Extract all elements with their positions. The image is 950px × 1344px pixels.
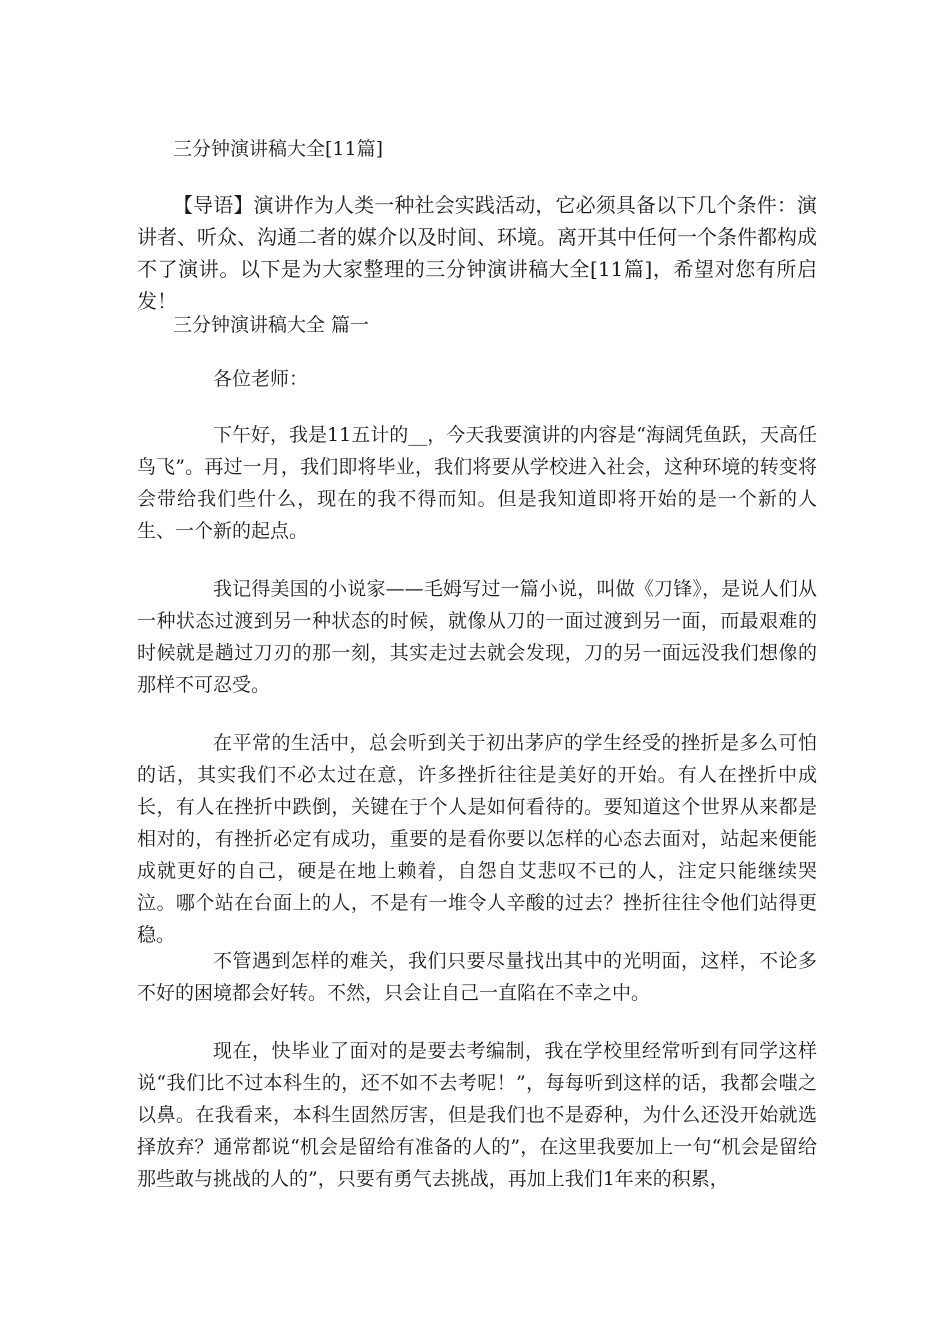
document-title: 三分钟演讲稿大全[11篇] [173,138,384,160]
intro-paragraph: 【导语】演讲作为人类一种社会实践活动，它必须具备以下几个条件：演讲者、听众、沟通二者的媒介以及时间、环境。离开其中任何一个条件都构成不了演讲。以下是为大家整理的三分钟演讲稿大全[11篇]，希望对您有所启发！ [137,193,817,313]
body-paragraph: 在平常的生活中，总会听到关于初出茅庐的学生经受的挫折是多么可怕的话，其实我们不必太过在意，许多挫折往往是美好的开始。有人在挫折中成长，有人在挫折中跌倒，关键在于个人是如何看待的。要知道这个世界从来都是相对的，有挫折必定有成功，重要的是看你要以怎样的心态去面对，站起来便能成就更好的自己，硬是在地上赖着，自怨自艾悲叹不已的人，注定只能继续哭泣。哪个站在台面上的人，不是有一堆令人辛酸的过去？挫折往往令他们站得更稳。 [137,732,817,946]
body-paragraph: 现在，快毕业了面对的是要去考编制，我在学校里经常听到有同学这样说“我们比不过本科生的，还不如不去考呢！”，每每听到这样的话，我都会嗤之以鼻。在我看来，本科生固然厉害，但是我们也不是孬种，为什么还没开始就选择放弃？通常都说“机会是留给有准备的人的”，在这里我要加上一句“机会是留给那些敢与挑战的人的”，只要有勇气去挑战，再加上我们1年来的积累， [137,1040,817,1190]
body-paragraph: 不管遇到怎样的难关，我们只要尽量找出其中的光明面，这样，不论多不好的困境都会好转。不然，只会让自己一直陷在不幸之中。 [137,950,817,1004]
section-heading: 三分钟演讲稿大全 篇一 [173,314,370,336]
body-paragraph: 我记得美国的小说家——毛姆写过一篇小说，叫做《刀锋》，是说人们从一种状态过渡到另一种状态的时候，就像从刀的一面过渡到另一面，而最艰难的时候就是趟过刀刃的那一刻，其实走过去就会发现，刀的另一面远没我们想像的那样不可忍受。 [137,578,817,696]
body-paragraph: 下午好，我是11五计的__，今天我要演讲的内容是“海阔凭鱼跃，天高任鸟飞”。再过一月，我们即将毕业，我们将要从学校进入社会，这种环境的转变将会带给我们些什么，现在的我不得而知。但是我知道即将开始的是一个新的人生、一个新的起点。 [137,424,817,542]
salutation: 各位老师： [213,368,309,390]
